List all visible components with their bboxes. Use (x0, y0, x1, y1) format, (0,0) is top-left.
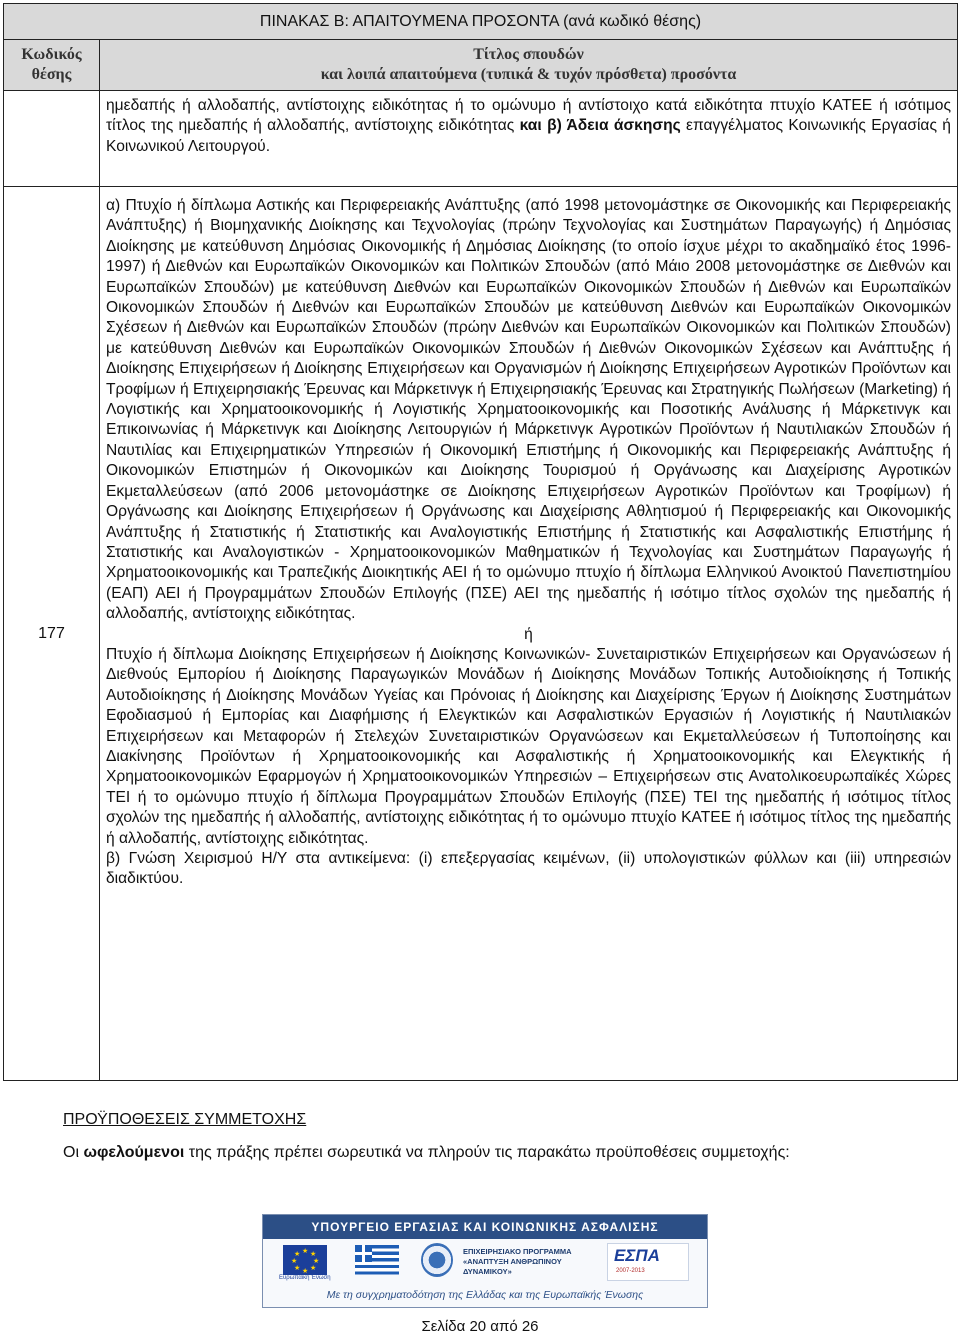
table-header-row (4, 40, 958, 91)
or-separator: ή (524, 625, 533, 643)
qualification-cell (100, 187, 958, 1081)
participation-text-start: Οι (63, 1144, 79, 1161)
table-row (4, 91, 958, 187)
header-title-cell (100, 40, 958, 91)
position-code: 177 (4, 187, 100, 1081)
table-title: ΠΙΝΑΚΑΣ Β: ΑΠΑΙΤΟΥΜΕΝΑ ΠΡΟΣΟΝΤΑ (ανά κωδικό θέσης) (4, 4, 958, 40)
row1-text2: επαγγέλματος Κοινωνικής Εργασίας ή Κοινωνικού Λειτουργού. (106, 117, 951, 155)
beneficiaries-word: ωφελούμενοι (83, 1144, 185, 1161)
qualification-cell (100, 91, 958, 187)
row1-text1: ημεδαπής ή αλλοδαπής, αντίστοιχης ειδικότητας ή το ομώνυμο ή αντίστοιχο κατά ειδικότητα πτυχίο ΚΑΤΕΕ ή ισότιμος τίτλος της ημεδαπής ή αλλοδαπής, αντίστοιχης ειδικότητας (106, 97, 951, 135)
table-row (4, 187, 958, 1081)
row1-paragraph (106, 96, 951, 157)
header-code-cell (4, 40, 100, 91)
qualification-para-a: α) Πτυχίο ή δίπλωμα Αστικής και Περιφερειακής Ανάπτυξης (από 1998 μετονομάστηκε σε Οικονομικής και Περιφερειακής Ανάπτυξης) ή Βιομηχανικής Διοίκησης και Τεχνολογίας (πρώην Τεχνολογίας και Συστημάτων Παραγωγής) ή Δημόσιας Διοίκησης με κατεύθυνση Δημόσιας Οικονομικής ή Δημόσιας Διοίκησης (το οποίο ίσχυε μέχρι το ακαδημαϊκό έτος 1996-1997) ή Διεθνών και Ευρωπαϊκών Οικονομικών και Πολιτικών Σπουδών (από Μάιο 2008 μετονομάστηκε σε Διεθνών και Ευρωπαϊκών Σπουδών) με κατεύθυνση Διεθνών και Ευρωπαϊκών Οικονομικών Σπουδών ή Διεθνών και Ευρωπαϊκών Οικονομικών Σπουδών ή Διεθνών και Ευρωπαϊκών Σπουδών με κατεύθυνση Διεθνών και Ευρωπαϊκών Οικονομικών Σχέσεων ή Διεθνών και Ευρωπαϊκών Σπουδών (πρώην Διεθνών και Ευρωπαϊκών Οικονομικών και Πολιτικών Σπουδών) με κατεύθυνση Διεθνών και Ευρωπαϊκών Οικονομικών Σπουδών ή Διεθνών Οικονομικών Σχέσεων και Ανάπτυξης ή Διοίκησης Επιχειρήσεων ή Διοίκησης Επιχειρήσεων και Οργανισμών ή Διοίκησης Επιχειρήσεων Αγροτικών Προϊόντων και Τροφίμων ή Επιχειρησιακής Έρευνας και Μάρκετινγκ ή Επιχειρησιακής Έρευνας και Στρατηγικής Πωλήσεων (Marketing) ή Λογιστικής και Χρηματοοικονομικής ή Λογιστικής Χρηματοοικονομικής και Ποσοτικής Ανάλυσης ή Μάρκετινγκ και Επικοινωνίας ή Μάρκετινγκ και Διοίκησης Λειτουργιών ή Μάρκετινγκ Αγροτικών Προϊόντων ή Ναυτιλιακών Σπουδών ή Ναυτιλίας και Επιχειρηματικών Υπηρεσιών ή Οικονομική Επιστήμης ή Οικονομικής και Περιφερειακής Ανάπτυξης ή Οικονομικών Επιστημών ή Οικονομικών και Διοίκησης Τουρισμού ή Οργάνωσης και Διαχείρισης Αγροτικών Εκμεταλλεύσεων (από 2006 μετονομάστηκε σε Διοίκησης Επιχειρήσεων Αγροτικών Προϊόντων και Τροφίμων) ή Οργάνωσης και Διοίκησης Επιχειρήσεων ή Οργάνωσης και Διαχείρισης Αθλητισμού ή Περιφερειακής και Οικονομικής Ανάπτυξης ή Στατιστικής ή Στατιστικής και Αναλογιστικής Επιστήμης ή Στατιστικής και Ασφαλιστικής Επιστήμης ή Στατιστικής και Αναλογιστικών - Χρηματοοικονομικών Μαθηματικών ή Τεχνολογίας και Συστημάτων Παραγωγής ή Χρηματοοικονομικής και Τραπεζικής Διοικητικής ΑΕΙ ή το ομώνυμο πτυχίο ή δίπλωμα Ελληνικού Ανοικτού Πανεπιστημίου (ΕΑΠ) ΑΕΙ ή Προγραμμάτων Σπουδών Επιλογής (ΠΣΕ) ΑΕΙ της ημεδαπής ή ισότιμο τίτλος σχολών της ημεδαπής ή αλλοδαπής, αντίστοιχης ειδικότητας. (106, 197, 951, 623)
header-title-line1: Τίτλος σπουδών (473, 46, 584, 63)
code-cell-empty (4, 91, 100, 187)
cofunding-text: Με τη συγχρηματοδότηση της Ελλάδας και της Ευρωπαϊκής Ένωσης (326, 1289, 644, 1301)
header-code-line1: Κωδικός (21, 46, 82, 63)
row1-and-word: και (519, 117, 542, 135)
participation-text (63, 1142, 900, 1164)
espa-years: 2007-2013 (616, 1268, 645, 1274)
greek-flag-icon (355, 1245, 399, 1275)
funding-banner (262, 1214, 708, 1308)
espa-logo (607, 1243, 689, 1281)
participation-title: ΠΡΟΫΠΟΘΕΣΕΙΣ ΣΥΜΜΕΤΟΧΗΣ (63, 1111, 307, 1128)
qualification-para-c: β) Γνώση Χειρισμού Η/Υ στα αντικείμενα: (i) επεξεργασίας κειμένων, (ii) υπολογιστικών φύλλων και (iii) υπηρεσιών διαδικτύου. (106, 850, 951, 888)
page-number: Σελίδα 20 από 26 (421, 1318, 539, 1335)
participation-section (63, 1110, 900, 1164)
eu-flag-icon: ★ ★ ★ ★ ★ ★ ★ ★ (283, 1245, 327, 1275)
qualification-para-b: Πτυχίο ή δίπλωμα Διοίκησης Επιχειρήσεων ή Διοίκησης Κοινωνικών- Συνεταιριστικών Επιχειρήσεων και Οργανώσεων ή Διεθνούς Εμπορίου ή Διοίκησης Παραγωγικών Μονάδων ή Διοίκησης Μονάδων Τοπικής Αυτοδιοίκησης ή Τοπικής Αυτοδιοίκησης ή Διοίκησης Μονάδων Υγείας και Πρόνοιας ή Διοίκησης και Διαχείρισης Έργων ή Διοίκησης Συστημάτων Εφοδιασμού ή Εμπορίας και Διαφήμισης ή Ελεγκτικών και Ασφαλιστικών Εργασιών ή Λογιστικής ή Ναυτιλιακών Επιχειρήσεων και Μεταφορών ή Στελεχών Συνεταιριστικών Οργανώσεων και Εκμεταλλεύσεων ή Τυποποίησης και Διακίνησης Προϊόντων ή Χρηματοοικονομικής και Ασφαλιστικής ή Χρηματοοικονομικής και Ελεγκτικής ή Χρηματοοικονομικών Εφαρμογών ή Χρηματοοικονομικών Υπηρεσιών – Επιχειρήσεων στις Ανατολικοευρωπαϊκές Χώρες ΤΕΙ ή το ομώνυμο πτυχίο ή δίπλωμα Προγραμμάτων Σπουδών Επιλογής (ΠΣΕ) ΤΕΙ της ημεδαπής ή ισότιμος τίτλος σχολών της ημεδαπής ή αλλοδαπής, αντίστοιχης ειδικότητας ή το ομώνυμο πτυχίο ΚΑΤΕΕ ή ισότιμος τίτλος της ημεδαπής ή αλλοδαπής, αντίστοιχης ειδικότητας. (106, 645, 951, 847)
logos-strip (263, 1239, 707, 1285)
espa-text: ΕΣΠΑ (614, 1246, 660, 1265)
program-name: ΕΠΙΧΕΙΡΗΣΙΑΚΟ ΠΡΟΓΡΑΜΜΑ «ΑΝΑΠΤΥΞΗ ΑΝΘΡΩΠΙΝΟΥ ΔΥΝΑΜΙΚΟΥ» (463, 1247, 572, 1276)
participation-text-end: της πράξης πρέπει σωρευτικά να πληρούν τις παρακάτω προϋποθέσεις συμμετοχής: (188, 1144, 790, 1161)
qualifications-table (3, 3, 958, 1081)
program-emblem-icon (421, 1243, 453, 1277)
header-title-line2: και λοιπά απαιτούμενα (τυπικά & τυχόν πρόσθετα) προσόντα (320, 66, 737, 83)
ministry-name: ΥΠΟΥΡΓΕΙΟ ΕΡΓΑΣΙΑΣ ΚΑΙ ΚΟΙΝΩΝΙΚΗΣ ΑΣΦΑΛΙΣΗΣ (263, 1215, 707, 1239)
row1-b-label: β) Άδεια άσκησης (547, 117, 681, 135)
header-code-line2: θέσης (31, 66, 72, 83)
eu-caption: Ευρωπαϊκή Ένωση (279, 1275, 331, 1281)
